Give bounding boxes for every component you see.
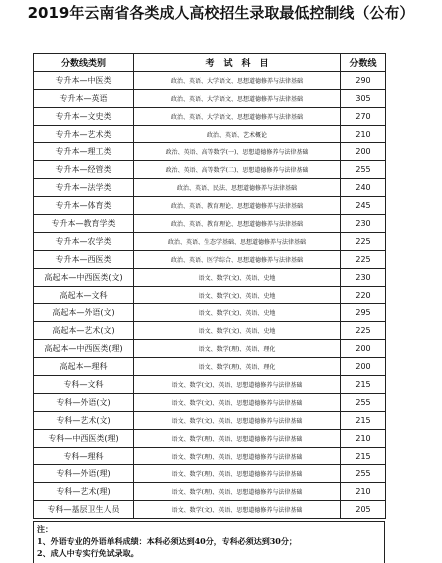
page-title: 2019年云南省各类成人高校招生录取最低控制线（公布） — [27, 4, 415, 22]
table-row — [34, 143, 386, 161]
table-header-row — [34, 54, 386, 72]
note-line: 2、成人中专实行免试录取。 — [37, 548, 139, 558]
row-category: 专科—艺术(文) — [34, 411, 134, 429]
row-score: 290 — [341, 71, 386, 89]
table-row — [34, 322, 386, 340]
table-row — [34, 393, 386, 411]
table-row — [34, 161, 386, 179]
row-subjects: 政治、英语、艺术概论 — [134, 125, 341, 143]
row-score: 305 — [341, 89, 386, 107]
table-row — [34, 179, 386, 197]
score-table — [33, 53, 386, 519]
row-score: 230 — [341, 215, 386, 233]
row-subjects: 语文、数学(文)、英语、史地 — [134, 286, 341, 304]
table-row — [34, 89, 386, 107]
table-row — [34, 358, 386, 376]
row-score: 225 — [341, 232, 386, 250]
row-category: 专科—文科 — [34, 376, 134, 394]
row-subjects: 政治、英语、教育理论、思想道德修养与法律基础 — [134, 215, 341, 233]
row-category: 专科—外语(理) — [34, 465, 134, 483]
row-score: 225 — [341, 322, 386, 340]
row-category: 专升本—西医类 — [34, 250, 134, 268]
table-row — [34, 107, 386, 125]
table-row — [34, 340, 386, 358]
row-category: 专科—外语(文) — [34, 393, 134, 411]
row-score: 295 — [341, 304, 386, 322]
row-score: 210 — [341, 429, 386, 447]
table-row — [34, 501, 386, 519]
row-subjects: 语文、数学(理)、英语、思想道德修养与法律基础 — [134, 447, 341, 465]
row-subjects: 语文、数学(理)、英语、理化 — [134, 358, 341, 376]
row-subjects: 政治、英语、大学语文、思想道德修养与法律基础 — [134, 89, 341, 107]
row-score: 270 — [341, 107, 386, 125]
row-category: 专升本—农学类 — [34, 232, 134, 250]
notes-box — [33, 521, 385, 563]
row-score: 215 — [341, 411, 386, 429]
row-category: 专升本—体育类 — [34, 197, 134, 215]
row-score: 245 — [341, 197, 386, 215]
row-category: 专升本—英语 — [34, 89, 134, 107]
table-row — [34, 125, 386, 143]
row-score: 200 — [341, 358, 386, 376]
row-subjects: 语文、数学(理)、英语、思想道德修养与法律基础 — [134, 429, 341, 447]
table-row — [34, 71, 386, 89]
header-score: 分数线 — [341, 54, 386, 72]
row-subjects: 语文、数学(文)、英语、思想道德修养与法律基础 — [134, 393, 341, 411]
row-subjects: 语文、数学(文)、英语、思想道德修养与法律基础 — [134, 411, 341, 429]
row-subjects: 语文、数学(文)、英语、思想道德修养与法律基础 — [134, 376, 341, 394]
row-subjects: 政治、英语、高等数学(一)、思想道德修养与法律基础 — [134, 143, 341, 161]
row-category: 高起本—外语(文) — [34, 304, 134, 322]
row-category: 高起本—文科 — [34, 286, 134, 304]
row-subjects: 语文、数学(文)、英语、史地 — [134, 304, 341, 322]
table-row — [34, 250, 386, 268]
row-category: 专升本—经管类 — [34, 161, 134, 179]
table-row — [34, 429, 386, 447]
table-body — [34, 71, 386, 518]
row-category: 高起本—中西医类(理) — [34, 340, 134, 358]
row-subjects: 政治、英语、大学语文、思想道德修养与法律基础 — [134, 71, 341, 89]
row-category: 专升本—教育学类 — [34, 215, 134, 233]
row-score: 240 — [341, 179, 386, 197]
row-score: 255 — [341, 393, 386, 411]
row-subjects: 语文、数学(文)、英语、思想道德修养与法律基础 — [134, 501, 341, 519]
row-score: 220 — [341, 286, 386, 304]
row-category: 专升本—法学类 — [34, 179, 134, 197]
row-category: 专科—基层卫生人员 — [34, 501, 134, 519]
table-row — [34, 197, 386, 215]
row-subjects: 政治、英语、生态学基础、思想道德修养与法律基础 — [134, 232, 341, 250]
header-subjects: 考 试 科 目 — [134, 54, 341, 72]
table-row — [34, 447, 386, 465]
row-score: 200 — [341, 340, 386, 358]
row-subjects: 政治、英语、高等数学(二)、思想道德修养与法律基础 — [134, 161, 341, 179]
table-row — [34, 232, 386, 250]
row-score: 225 — [341, 250, 386, 268]
table-row — [34, 483, 386, 501]
row-subjects: 政治、英语、教育理论、思想道德修养与法律基础 — [134, 197, 341, 215]
row-subjects: 语文、数学(理)、英语、思想道德修养与法律基础 — [134, 465, 341, 483]
row-category: 专升本—理工类 — [34, 143, 134, 161]
table-row — [34, 304, 386, 322]
row-score: 210 — [341, 483, 386, 501]
row-category: 专升本—艺术类 — [34, 125, 134, 143]
row-category: 高起本—理科 — [34, 358, 134, 376]
table-row — [34, 215, 386, 233]
row-subjects: 政治、英语、民法、思想道德修养与法律基础 — [134, 179, 341, 197]
row-category: 高起本—艺术(文) — [34, 322, 134, 340]
note-heading: 注： — [37, 524, 53, 534]
row-category: 高起本—中西医类(文) — [34, 268, 134, 286]
row-score: 205 — [341, 501, 386, 519]
note-line: 1、外语专业的外语单科成绩：本科必须达到40分，专科必须达到30分； — [37, 536, 297, 546]
row-score: 215 — [341, 447, 386, 465]
table-row — [34, 376, 386, 394]
row-subjects: 语文、数学(文)、英语、史地 — [134, 322, 341, 340]
row-category: 专科—中西医类(理) — [34, 429, 134, 447]
row-score: 255 — [341, 465, 386, 483]
row-subjects: 语文、数学(理)、英语、理化 — [134, 340, 341, 358]
header-category: 分数线类别 — [34, 54, 134, 72]
row-score: 210 — [341, 125, 386, 143]
row-category: 专科—理科 — [34, 447, 134, 465]
row-category: 专升本—文史类 — [34, 107, 134, 125]
row-score: 230 — [341, 268, 386, 286]
table-row — [34, 411, 386, 429]
table-row — [34, 465, 386, 483]
row-score: 200 — [341, 143, 386, 161]
row-subjects: 政治、英语、医学综合、思想道德修养与法律基础 — [134, 250, 341, 268]
row-subjects: 语文、数学(文)、英语、史地 — [134, 268, 341, 286]
table-row — [34, 268, 386, 286]
row-category: 专科—艺术(理) — [34, 483, 134, 501]
row-subjects: 政治、英语、大学语文、思想道德修养与法律基础 — [134, 107, 341, 125]
table-row — [34, 286, 386, 304]
row-score: 255 — [341, 161, 386, 179]
row-score: 215 — [341, 376, 386, 394]
row-category: 专升本—中医类 — [34, 71, 134, 89]
row-subjects: 语文、数学(理)、英语、思想道德修养与法律基础 — [134, 483, 341, 501]
